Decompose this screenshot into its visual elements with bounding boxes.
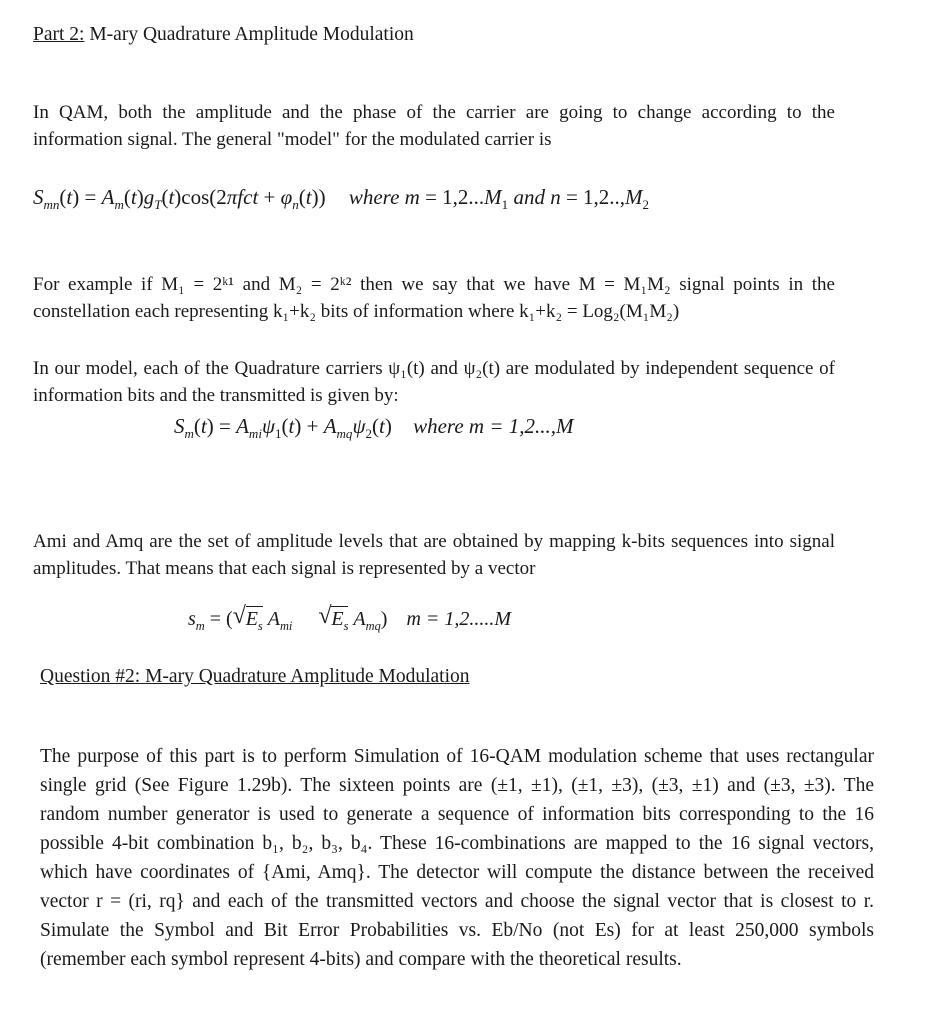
question2-title: M-ary Quadrature Amplitude Modulation: [145, 666, 470, 687]
example-paragraph: For example if M₁ = 2ᵏ¹ and M₂ = 2ᵏ² then we say that we have M = M₁M₂ signal points in the constellation each representing k₁+k₂ bits of information where k₁+k₂ = Log₂(M₁M₂): [33, 274, 835, 322]
equation3-range: m = 1,2.....M: [406, 608, 512, 630]
intro-paragraph: In QAM, both the amplitude and the phase of the carrier are going to change according to the information signal. The general "model" for the modulated carrier is: [33, 102, 835, 150]
question2-heading: [40, 666, 469, 688]
question2-label: Question #2:: [40, 666, 141, 687]
part2-heading-label: Part 2:: [33, 24, 85, 45]
equation-signal-vector: $s_m$ = ( √ $E_s$ $A_{mi}$ √ $E_s$ $A_{mq}$) m = 1,2.....M: [188, 603, 512, 633]
question2-body: The purpose of this part is to perform Simulation of 16-QAM modulation scheme that uses rectangular single grid (See Figure 1.29b). The sixteen points are (±1, ±1), (±1, ±3), (±3, ±1) and (±3, ±3). The random number generator is used to generate a sequence of information bits corresponding to the 16 possible 4-bit combination b₁, b₂, b₃, b₄. These 16-combinations are mapped to the 16 signal vectors, which have coordinates of {Ami, Amq}. The detector will compute the distance between the received vector r = (ri, rq} and each of the transmitted vectors and choose the signal vector that is closest to r. Simulate the Symbol and Bit Error Probabilities vs. Eb/No (not Es) for at least 250,000 symbols (remember each symbol represent 4-bits) and compare with the theoretical results.: [40, 745, 874, 970]
equation-modulated-carrier: $S_{mn}(t) = A_m(t)g_T(t)\cos(2\pi fct + \varphi_n(t))$ where $m = 1,2...M_1$ and $n = 1,2..,M_2$: [33, 185, 650, 213]
equation-transmitted-signal: $S_m(t) = A_{mi}\psi_1(t) + A_{mq}\psi_2(t)$ where m = 1,2...,M: [174, 414, 574, 442]
part2-heading-title: M-ary Quadrature Amplitude Modulation: [89, 24, 414, 45]
model-paragraph: In our model, each of the Quadrature carriers ψ₁(t) and ψ₂(t) are modulated by independent sequence of information bits and the transmitted is given by:: [33, 358, 835, 406]
part2-heading: [33, 24, 414, 46]
amplitude-paragraph: Ami and Amq are the set of amplitude levels that are obtained by mapping k-bits sequences into signal amplitudes. That means that each signal is represented by a vector: [33, 531, 835, 579]
equation2-where: where m = 1,2...,M: [413, 414, 574, 438]
